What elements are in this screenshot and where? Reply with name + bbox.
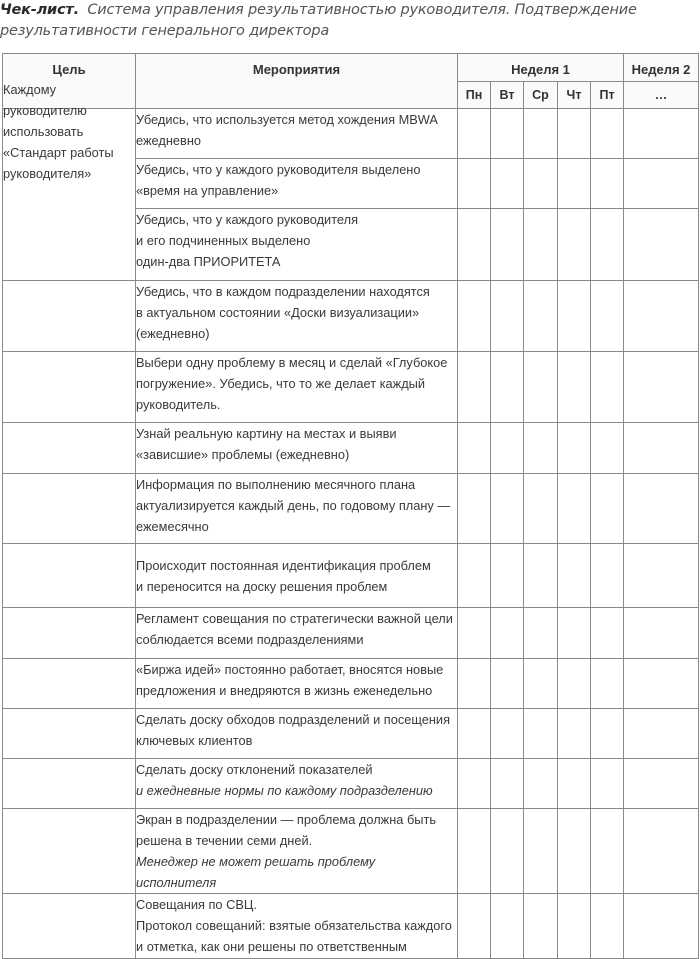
caption-title: Система управления результативностью руководителя. Подтверждение результативности генерального директора <box>0 2 637 39</box>
check-mon[interactable] <box>458 809 491 894</box>
check-wed[interactable] <box>524 474 558 544</box>
check-wed[interactable] <box>524 809 558 894</box>
check-thu[interactable] <box>558 474 591 544</box>
activity-text: Информация по выполнению месячного плана актуализируется каждый день, по годовому плану — ежемесячно <box>136 477 451 534</box>
check-wed[interactable] <box>524 759 558 809</box>
check-wed[interactable] <box>524 423 558 474</box>
check-tue[interactable] <box>491 109 524 159</box>
week1-header: Неделя 1 <box>458 54 624 82</box>
check-wed[interactable] <box>524 352 558 423</box>
check-week2[interactable] <box>624 352 699 423</box>
check-week2[interactable] <box>624 659 699 709</box>
check-week2[interactable] <box>624 608 699 659</box>
table-row <box>3 474 699 544</box>
check-week2[interactable] <box>624 109 699 159</box>
caption <box>0 0 698 42</box>
activities-header: Мероприятия <box>136 54 458 109</box>
check-mon[interactable] <box>458 894 491 959</box>
table-row <box>3 544 699 608</box>
day-header: Вт <box>491 82 524 109</box>
check-thu[interactable] <box>558 109 591 159</box>
check-week2[interactable] <box>624 894 699 959</box>
activity-text: один-два ПРИОРИТЕТА <box>136 254 281 269</box>
check-tue[interactable] <box>491 809 524 894</box>
day-header: Пн <box>458 82 491 109</box>
check-thu[interactable] <box>558 423 591 474</box>
check-tue[interactable] <box>491 474 524 544</box>
activity-text: Происходит постоянная идентификация проблем <box>136 557 431 573</box>
check-fri[interactable] <box>591 281 624 352</box>
check-wed[interactable] <box>524 109 558 159</box>
activity-text: Сделать доску обходов подразделений и посещения ключевых клиентов <box>136 712 450 748</box>
table-row <box>3 109 699 159</box>
activity-text: Убедись, что у каждого руководителя <box>136 212 359 227</box>
activity-cell <box>136 352 458 423</box>
check-tue[interactable] <box>491 423 524 474</box>
check-mon[interactable] <box>458 659 491 709</box>
check-wed[interactable] <box>524 544 558 608</box>
check-fri[interactable] <box>591 809 624 894</box>
check-tue[interactable] <box>491 159 524 209</box>
check-thu[interactable] <box>558 281 591 352</box>
activity-text: (ежедневно) <box>136 326 210 341</box>
activity-cell <box>136 474 458 544</box>
table-row <box>3 608 699 659</box>
check-fri[interactable] <box>591 423 624 474</box>
check-fri[interactable] <box>591 709 624 759</box>
check-wed[interactable] <box>524 894 558 959</box>
activity-text: Протокол совещаний: взятые обязательства каждого и отметка, как они решены по ответственным <box>136 918 452 954</box>
goal-header: Цель <box>3 54 136 109</box>
activity-cell <box>136 109 458 159</box>
activity-text: и его подчиненных выделено <box>136 233 311 248</box>
activity-cell <box>136 894 458 959</box>
goal-cell <box>3 82 136 281</box>
goal-text: Каждому руководителю использовать «Стандарт работы руководителя» <box>3 82 114 181</box>
check-mon[interactable] <box>458 759 491 809</box>
activity-text: Сделать доску отклонений показателей <box>136 762 373 777</box>
activity-cell <box>136 159 458 209</box>
table-row <box>3 423 699 474</box>
check-wed[interactable] <box>524 281 558 352</box>
activity-text: Выбери одну проблему в месяц и сделай «Глубокое погружение». Убедись, что то же делает каждый руководитель. <box>136 355 448 412</box>
check-fri[interactable] <box>591 894 624 959</box>
check-week2[interactable] <box>624 709 699 759</box>
check-mon[interactable] <box>458 709 491 759</box>
check-fri[interactable] <box>591 352 624 423</box>
check-week2[interactable] <box>624 544 699 608</box>
activity-text: Экран в подразделении — проблема должна быть решена в течении семи дней. <box>136 812 437 848</box>
check-thu[interactable] <box>558 209 591 281</box>
check-fri[interactable] <box>591 159 624 209</box>
check-tue[interactable] <box>491 709 524 759</box>
check-wed[interactable] <box>524 159 558 209</box>
check-wed[interactable] <box>524 608 558 659</box>
activity-text: Убедись, что в каждом подразделении находятся <box>136 284 430 299</box>
week2-header: Неделя 2 <box>624 54 699 82</box>
check-wed[interactable] <box>524 659 558 709</box>
goal-cell-empty <box>3 894 136 959</box>
goal-cell-empty <box>3 659 136 709</box>
check-fri[interactable] <box>591 474 624 544</box>
check-fri[interactable] <box>591 759 624 809</box>
activity-text: Совещания по СВЦ. <box>136 897 257 912</box>
activity-cell <box>136 659 458 709</box>
table-row <box>3 709 699 759</box>
check-tue[interactable] <box>491 281 524 352</box>
check-thu[interactable] <box>558 544 591 608</box>
check-thu[interactable] <box>558 894 591 959</box>
header-row-1 <box>3 54 699 82</box>
check-week2[interactable] <box>624 809 699 894</box>
activity-text: в актуальном состоянии «Доски визуализации» <box>136 305 420 320</box>
check-tue[interactable] <box>491 209 524 281</box>
check-wed[interactable] <box>524 209 558 281</box>
table-row <box>3 809 699 894</box>
activity-cell <box>136 809 458 894</box>
activity-text: Менеджер не может решать проблему исполнителя <box>136 854 376 890</box>
check-mon[interactable] <box>458 209 491 281</box>
check-thu[interactable] <box>558 759 591 809</box>
checklist-table <box>2 53 699 959</box>
activity-cell <box>136 281 458 352</box>
table-row <box>3 759 699 809</box>
activity-text: Убедись, что у каждого руководителя выделено «время на управление» <box>136 162 421 198</box>
check-week2[interactable] <box>624 423 699 474</box>
activity-text: и ежедневные нормы по каждому подразделению <box>136 783 433 798</box>
check-tue[interactable] <box>491 759 524 809</box>
check-tue[interactable] <box>491 608 524 659</box>
day-header: Чт <box>558 82 591 109</box>
goal-cell-empty <box>3 544 136 608</box>
check-mon[interactable] <box>458 109 491 159</box>
activity-cell <box>136 759 458 809</box>
goal-cell-empty <box>3 759 136 809</box>
check-mon[interactable] <box>458 423 491 474</box>
activity-text: «Биржа идей» постоянно работает, вносятся новые предложения и внедряются в жизнь еженедельно <box>136 662 444 698</box>
check-tue[interactable] <box>491 894 524 959</box>
activity-cell <box>136 608 458 659</box>
table-row <box>3 659 699 709</box>
check-wed[interactable] <box>524 709 558 759</box>
check-mon[interactable] <box>458 608 491 659</box>
goal-cell-empty <box>3 809 136 894</box>
check-fri[interactable] <box>591 659 624 709</box>
caption-label: Чек-лист. <box>0 2 79 18</box>
activity-text: Убедись, что используется метод хождения MBWA ежедневно <box>136 112 438 148</box>
check-tue[interactable] <box>491 544 524 608</box>
check-thu[interactable] <box>558 159 591 209</box>
week2-ellipsis: … <box>624 82 699 109</box>
table-row <box>3 281 699 352</box>
check-thu[interactable] <box>558 352 591 423</box>
activity-cell <box>136 209 458 281</box>
table-row <box>3 352 699 423</box>
check-mon[interactable] <box>458 281 491 352</box>
goal-cell-empty <box>3 281 136 352</box>
check-fri[interactable] <box>591 608 624 659</box>
check-fri[interactable] <box>591 109 624 159</box>
check-thu[interactable] <box>558 608 591 659</box>
check-tue[interactable] <box>491 352 524 423</box>
activity-cell <box>136 709 458 759</box>
check-fri[interactable] <box>591 209 624 281</box>
check-week2[interactable] <box>624 209 699 281</box>
check-thu[interactable] <box>558 659 591 709</box>
check-week2[interactable] <box>624 759 699 809</box>
check-mon[interactable] <box>458 544 491 608</box>
goal-cell-empty <box>3 423 136 474</box>
activity-text: Регламент совещания по стратегически важной цели соблюдается всеми подразделениями <box>136 611 453 647</box>
table-row <box>3 894 699 959</box>
goal-cell-empty <box>3 608 136 659</box>
day-header: Пт <box>591 82 624 109</box>
check-mon[interactable] <box>458 352 491 423</box>
check-week2[interactable] <box>624 474 699 544</box>
activity-cell <box>136 544 458 608</box>
check-thu[interactable] <box>558 709 591 759</box>
check-mon[interactable] <box>458 474 491 544</box>
goal-cell-empty <box>3 709 136 759</box>
day-header: Ср <box>524 82 558 109</box>
check-fri[interactable] <box>591 544 624 608</box>
check-week2[interactable] <box>624 281 699 352</box>
activity-text: и переносится на доску решения проблем <box>136 578 388 594</box>
goal-cell-empty <box>3 352 136 423</box>
goal-cell-empty <box>3 474 136 544</box>
check-week2[interactable] <box>624 159 699 209</box>
activity-cell <box>136 423 458 474</box>
activity-text: Узнай реальную картину на местах и выяви «зависшие» проблемы (ежедневно) <box>136 426 397 462</box>
check-thu[interactable] <box>558 809 591 894</box>
check-tue[interactable] <box>491 659 524 709</box>
check-mon[interactable] <box>458 159 491 209</box>
